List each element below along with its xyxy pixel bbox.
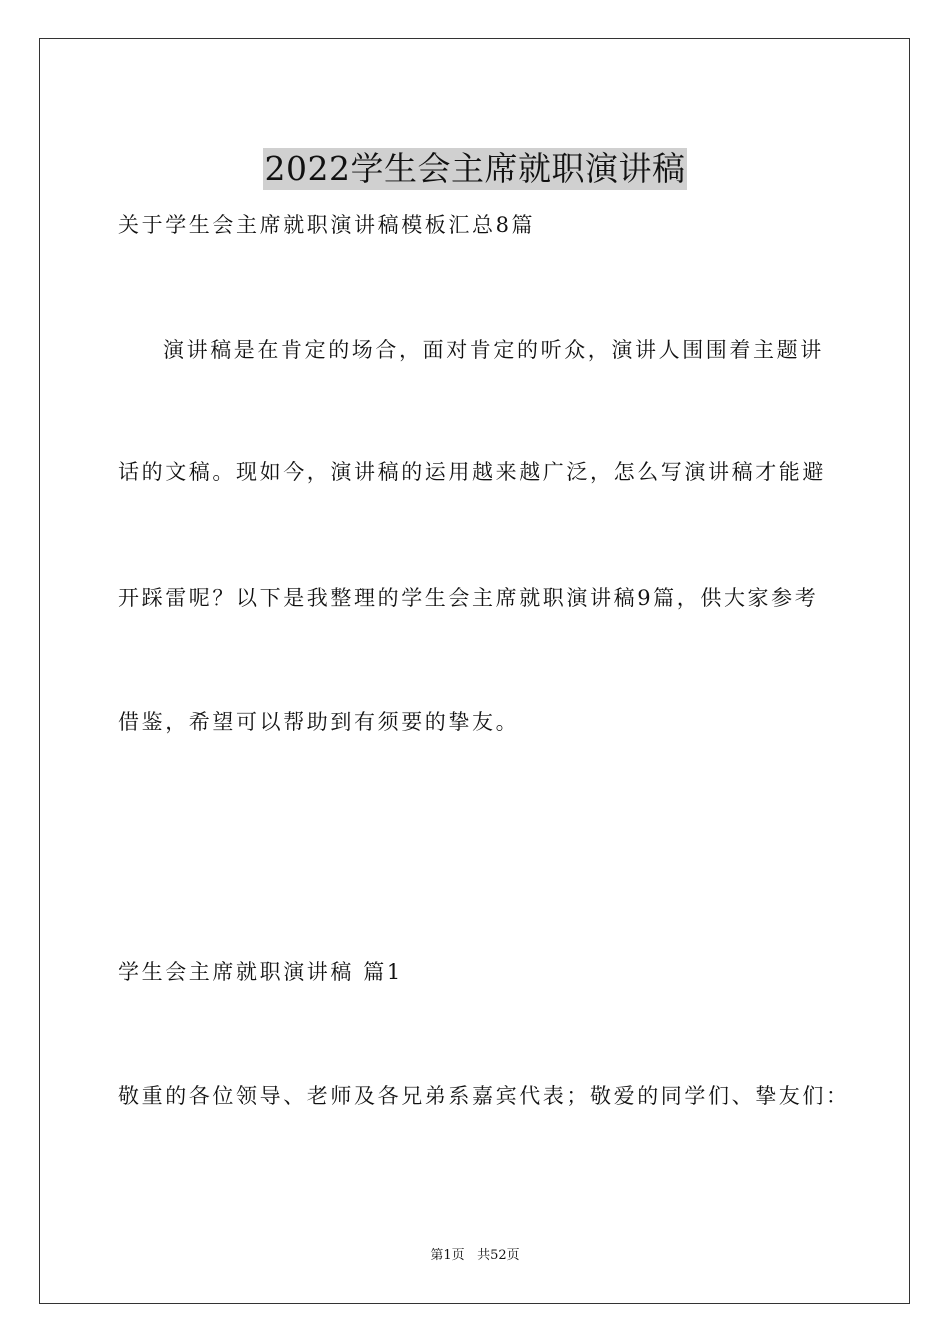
intro-paragraph-line: 开踩雷呢？以下是我整理的学生会主席就职演讲稿9篇，供大家参考 xyxy=(118,586,819,610)
page-total: 共52页 xyxy=(477,1248,520,1263)
document-subtitle: 关于学生会主席就职演讲稿模板汇总8篇 xyxy=(118,213,536,237)
document-title: 2022学生会主席就职演讲稿 xyxy=(264,149,686,189)
title-container xyxy=(0,126,950,212)
section-heading: 学生会主席就职演讲稿 篇1 xyxy=(118,960,403,984)
intro-paragraph-line: 话的文稿。现如今，演讲稿的运用越来越广泛，怎么写演讲稿才能避 xyxy=(118,460,826,484)
salutation-line: 敬重的各位领导、老师及各兄弟系嘉宾代表；敬爱的同学们、挚友们： xyxy=(118,1084,850,1108)
page-footer xyxy=(0,1247,950,1265)
page-number: 第1页 xyxy=(430,1248,465,1263)
footer-gap xyxy=(465,1248,477,1263)
intro-paragraph-line: 演讲稿是在肯定的场合，面对肯定的听众，演讲人围围着主题讲 xyxy=(163,338,824,362)
intro-paragraph-line: 借鉴，希望可以帮助到有须要的挚友。 xyxy=(118,710,520,734)
